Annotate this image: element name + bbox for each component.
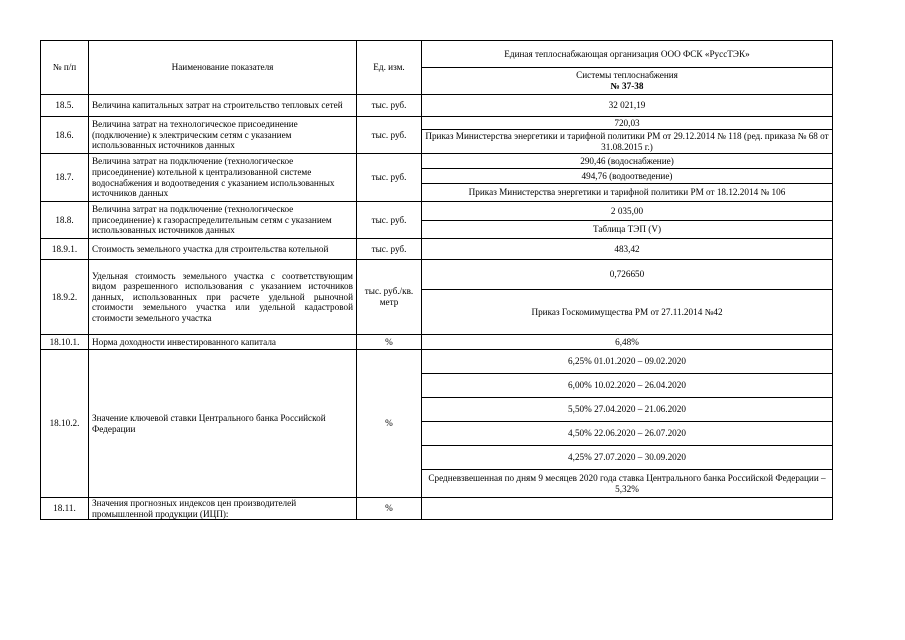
row-unit: тыс. руб./кв. метр <box>357 260 422 335</box>
header-name: Наименование показателя <box>89 41 357 95</box>
table-row <box>41 117 833 130</box>
table-row <box>41 260 833 290</box>
row-name: Значения прогнозных индексов цен производителей промышленной продукции (ИЦП): <box>89 498 357 520</box>
row-unit: тыс. руб. <box>357 95 422 117</box>
row-value: 0,726650 <box>422 260 833 290</box>
row-unit: % <box>357 335 422 350</box>
row-num: 18.7. <box>41 154 89 202</box>
header-systems <box>422 68 833 95</box>
row-unit: тыс. руб. <box>357 239 422 260</box>
table-row <box>41 498 833 520</box>
row-name: Величина затрат на подключение (технологическое присоединение) котельной к централизованной системе водоснабжения и водоотведения с указанием использованных источников данных <box>89 154 357 202</box>
row-name: Величина капитальных затрат на строительство тепловых сетей <box>89 95 357 117</box>
indicators-table <box>40 40 833 520</box>
row-num: 18.10.1. <box>41 335 89 350</box>
row-num: 18.5. <box>41 95 89 117</box>
row-name: Величина затрат на подключение (технологическое присоединение) к газораспределительным сетям с указанием использованных источников данных <box>89 202 357 239</box>
row-num: 18.11. <box>41 498 89 520</box>
table-row <box>41 335 833 350</box>
rate-item: 4,50% 22.06.2020 – 26.07.2020 <box>422 422 833 446</box>
row-num: 18.9.2. <box>41 260 89 335</box>
row-source: Приказ Министерства энергетики и тарифной политики РМ от 18.12.2014 № 106 <box>422 184 833 202</box>
row-value: 720,03 <box>422 117 833 130</box>
row-value <box>422 498 833 520</box>
row-source: Приказ Госкомимущества РМ от 27.11.2014 №42 <box>422 290 833 335</box>
rate-item: 6,25% 01.01.2020 – 09.02.2020 <box>422 350 833 374</box>
row-source: Приказ Министерства энергетики и тарифной политики РМ от 29.12.2014 № 118 (ред. приказа № 68 от 31.08.2015 г.) <box>422 130 833 154</box>
rate-item: 4,25% 27.07.2020 – 30.09.2020 <box>422 446 833 470</box>
row-num: 18.6. <box>41 117 89 154</box>
rate-item: 6,00% 10.02.2020 – 26.04.2020 <box>422 374 833 398</box>
row-value: 483,42 <box>422 239 833 260</box>
row-unit: тыс. руб. <box>357 117 422 154</box>
header-num: № п/п <box>41 41 89 95</box>
row-num: 18.8. <box>41 202 89 239</box>
table-row <box>41 95 833 117</box>
header-org: Единая теплоснабжающая организация ООО ФСК «РуссТЭК» <box>422 41 833 68</box>
row-unit: тыс. руб. <box>357 202 422 239</box>
table-row <box>41 350 833 374</box>
row-value: 290,46 (водоснабжение) <box>422 154 833 169</box>
row-value: 32 021,19 <box>422 95 833 117</box>
row-source: Таблица ТЭП (V) <box>422 221 833 239</box>
table-row <box>41 154 833 169</box>
row-value: 2 035,00 <box>422 202 833 221</box>
row-unit: % <box>357 498 422 520</box>
row-name: Норма доходности инвестированного капитала <box>89 335 357 350</box>
table-row <box>41 239 833 260</box>
row-value: 6,48% <box>422 335 833 350</box>
row-name: Стоимость земельного участка для строительства котельной <box>89 239 357 260</box>
rate-item: 5,50% 27.04.2020 – 21.06.2020 <box>422 398 833 422</box>
row-value: 494,76 (водоотведение) <box>422 169 833 184</box>
row-num: 18.10.2. <box>41 350 89 498</box>
header-systems-number: № 37-38 <box>610 81 644 91</box>
table-row <box>41 202 833 221</box>
rate-average: Средневзвешенная по дням 9 месяцев 2020 года ставка Центрального банка Российской Федерации – 5,32% <box>422 470 833 498</box>
row-unit: тыс. руб. <box>357 154 422 202</box>
row-name: Удельная стоимость земельного участка с соответствующим видом разрешенного использования с указанием источников данных, использованных при расчете удельной рыночной стоимости земельного участка или удельной кадастровой стоимости земельного участка <box>89 260 357 335</box>
row-name: Значение ключевой ставки Центрального банка Российской Федерации <box>89 350 357 498</box>
header-unit: Ед. изм. <box>357 41 422 95</box>
row-unit: % <box>357 350 422 498</box>
header-systems-label: Системы теплоснабжения <box>576 70 678 81</box>
row-num: 18.9.1. <box>41 239 89 260</box>
row-name: Величина затрат на технологическое присоединение (подключение) к электрическим сетям с указанием использованных источников данных <box>89 117 357 154</box>
